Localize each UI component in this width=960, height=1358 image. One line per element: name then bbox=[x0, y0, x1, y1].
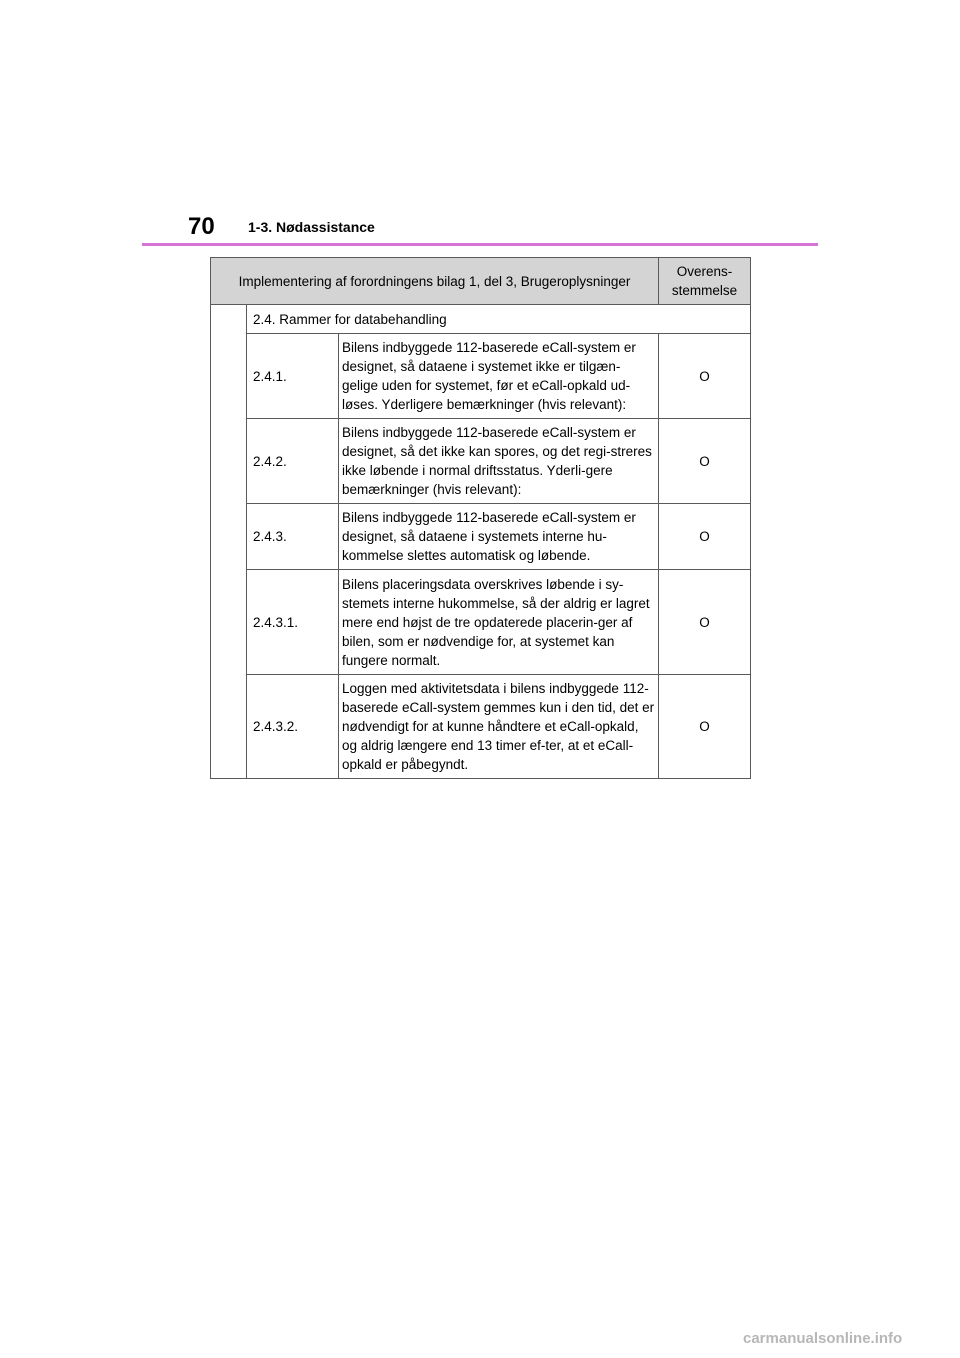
row-text: Bilens placeringsdata overskrives løbende i sy-stemets interne hukommelse, så der aldrig er lagret mere end højst de tre opdaterede placerin-ger af bilen, som er nødvendige for, at systemet kan fungere normalt. bbox=[339, 570, 659, 675]
table-row bbox=[211, 570, 751, 675]
row-number: 2.4.2. bbox=[247, 419, 339, 504]
row-number: 2.4.3.2. bbox=[247, 675, 339, 779]
section-title: 1-3. Nødassistance bbox=[248, 219, 375, 235]
section-caption: 2.4. Rammer for databehandling bbox=[247, 305, 751, 334]
row-number: 2.4.3.1. bbox=[247, 570, 339, 675]
table-header-row bbox=[211, 258, 751, 305]
section-caption-row bbox=[211, 305, 751, 334]
row-text: Bilens indbyggede 112-baserede eCall-system er designet, så dataene i systemets interne hu-kommelse slettes automatisk og løbende. bbox=[339, 504, 659, 570]
table-row bbox=[211, 334, 751, 419]
table-row bbox=[211, 504, 751, 570]
row-conformity: O bbox=[659, 675, 751, 779]
row-number: 2.4.1. bbox=[247, 334, 339, 419]
row-text: Bilens indbyggede 112-baserede eCall-system er designet, så det ikke kan spores, og det regi-streres ikke løbende i normal driftsstatus. Yderli-gere bemærkninger (hvis relevant): bbox=[339, 419, 659, 504]
row-text: Loggen med aktivitetsdata i bilens indbyggede 112-baserede eCall-system gemmes kun i den tid, det er nødvendigt for at kunne håndtere et eCall-opkald, og aldrig længere end 13 timer ef-ter, at et eCall-opkald er påbegyndt. bbox=[339, 675, 659, 779]
row-conformity: O bbox=[659, 570, 751, 675]
page-number: 70 bbox=[188, 213, 215, 240]
header-rule bbox=[142, 243, 818, 246]
row-text: Bilens indbyggede 112-baserede eCall-system er designet, så dataene i systemet ikke er tilgæn-gelige uden for systemet, før et eCall-opkald ud-løses. Yderligere bemærkninger (hvis relevant): bbox=[339, 334, 659, 419]
regulation-table bbox=[210, 257, 751, 779]
table-row bbox=[211, 419, 751, 504]
watermark-logo: carmanualsonline.info bbox=[743, 1330, 903, 1347]
indent-cell bbox=[211, 305, 247, 779]
row-number: 2.4.3. bbox=[247, 504, 339, 570]
table-row bbox=[211, 675, 751, 779]
row-conformity: O bbox=[659, 504, 751, 570]
row-conformity: O bbox=[659, 334, 751, 419]
header-title: Implementering af forordningens bilag 1, del 3, Brugeroplysninger bbox=[211, 258, 659, 305]
row-conformity: O bbox=[659, 419, 751, 504]
header-conformity: Overens- stemmelse bbox=[659, 258, 751, 305]
